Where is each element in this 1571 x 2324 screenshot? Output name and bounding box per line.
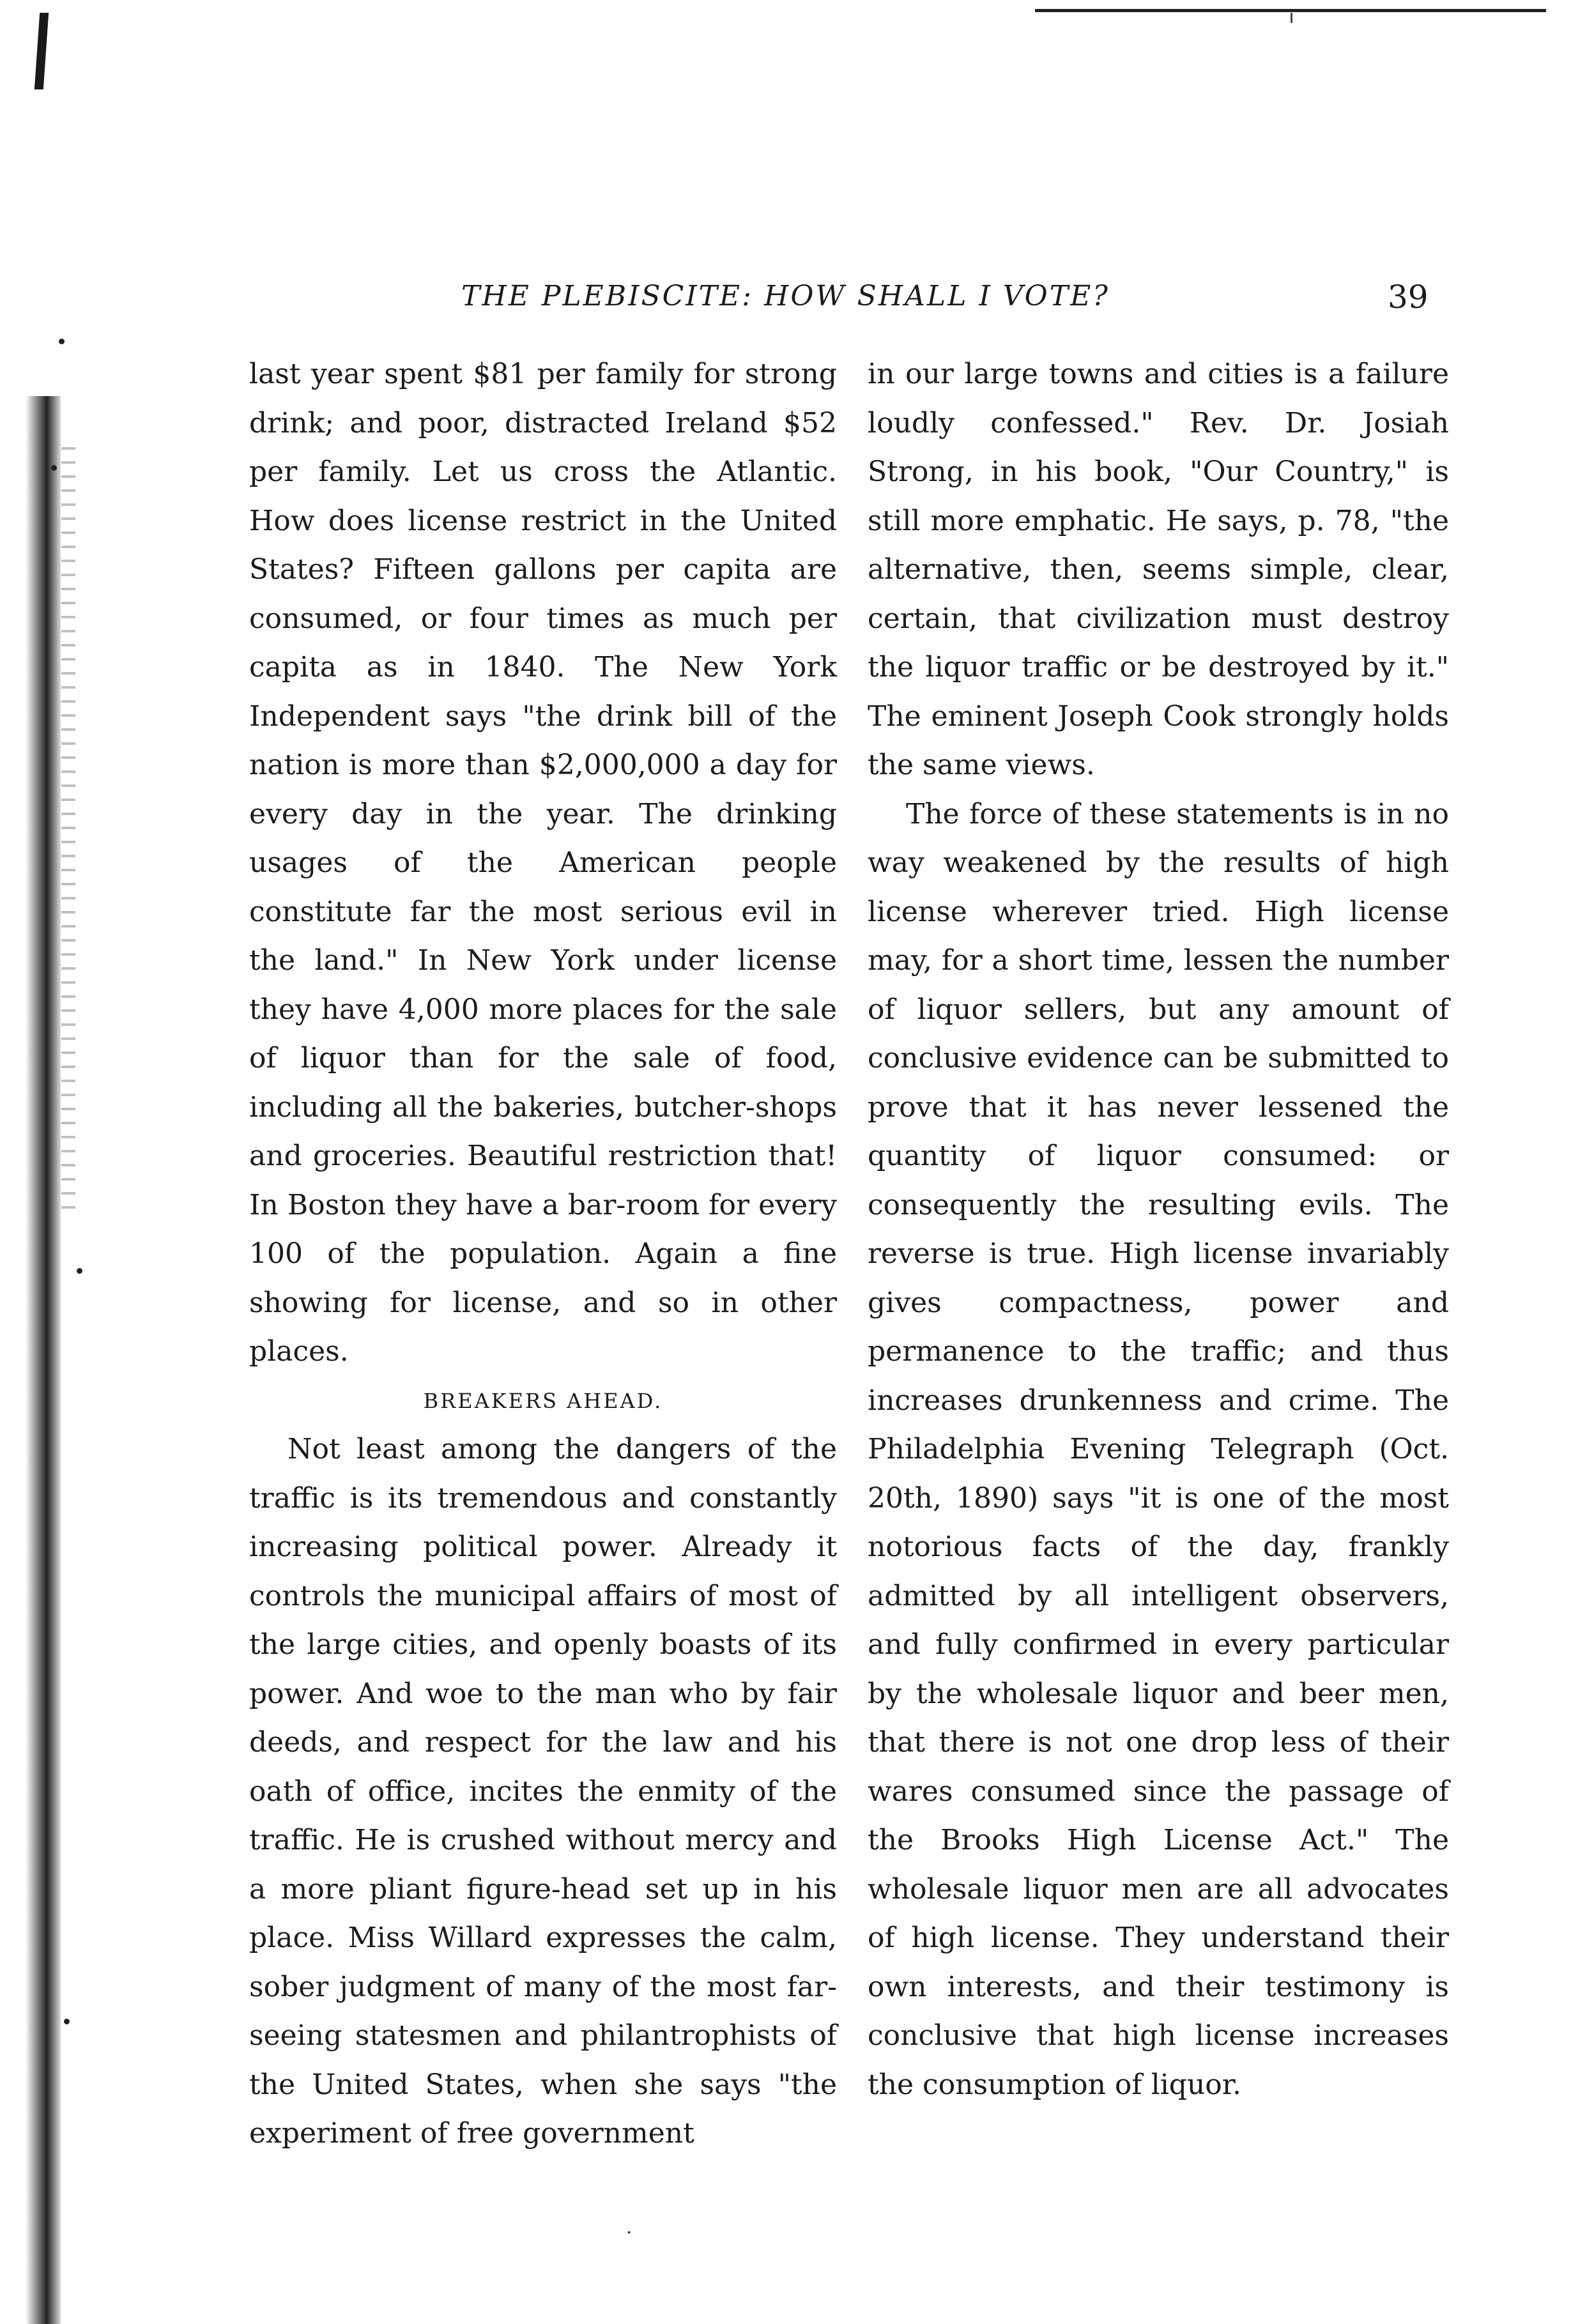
top-rule <box>1035 9 1546 12</box>
top-tick-mark <box>1291 13 1292 23</box>
scan-edge-mark <box>34 13 49 89</box>
binding-speckle <box>61 447 75 1214</box>
bottom-speck: · <box>626 2222 632 2244</box>
paragraph: last year spent $81 per family for strong drink; and poor, distracted Ireland $52 per family. Let us cross the Atlantic. How does license restrict in the United States? Fifteen gallons per capita are consumed, or four times as much per capita as in 1840. The New York Independent says "the drink bill of the nation is more than $2,000,000 a day for every day in the year. The drinking usages of the American people constitute far the most serious evil in the land." In New York under license they have 4,000 more places for the sale of liquor than for the sale of food, including all the bakeries, butcher-shops and groceries. Beautiful restriction that! In Boston they have a bar-room for every 100 of the population. Again a fine showing for license, and so in other places. <box>249 358 837 1368</box>
page-number: 39 <box>1388 279 1429 316</box>
section-heading: BREAKERS AHEAD. <box>423 1388 663 1413</box>
paragraph: Not least among the dangers of the traffic is its tremendous and constantly increasing political power. Already it controls the municipal affairs of most of the large cities, and openly boasts of its power. And woe to the man who by fair deeds, and respect for the law and his oath of office, incites the enmity of the traffic. He is crushed without mercy and a more pliant figure-head set up in his place. Miss Willard expresses the calm, sober judgment of many of the most far-seeing statesmen and philantrophists of the United States, when she says "the experiment of free government <box>249 1433 837 2150</box>
binding-edge-shadow <box>26 396 61 2324</box>
stray-dot <box>51 465 57 471</box>
stray-dot <box>77 1268 82 1274</box>
left-column <box>249 350 837 2159</box>
paragraph: in our large towns and cities is a failure loudly confessed." Rev. Dr. Josiah Strong, in his book, "Our Country," is still more emphatic. He says, p. 78, "the alternative, then, seems simple, clear, certain, that civilization must destroy the liquor traffic or be destroyed by it." The eminent Joseph Cook strongly holds the same views. <box>868 358 1449 781</box>
stray-dot <box>59 339 65 344</box>
paragraph: The force of these statements is in no way weakened by the results of high license wherever tried. High license may, for a short time, lessen the number of liquor sellers, but any amount of conclusive evidence can be submitted to prove that it has never lessened the quantity of liquor consumed: or consequently the resulting evils. The reverse is true. High license invariably gives compactness, power and permanence to the traffic; and thus increases drunkenness and crime. The Philadelphia Evening Telegraph (Oct. 20th, 1890) says "it is one of the most notorious facts of the day, frankly admitted by all intelligent observers, and fully confirmed in every particular by the wholesale liquor and beer men, that there is not one drop less of their wares consumed since the passage of the Brooks High License Act." The wholesale liquor men are all advocates of high license. They understand their own interests, and their testimony is conclusive that high license increases the consumption of liquor. <box>868 797 1449 2101</box>
stray-dot <box>64 2019 70 2024</box>
right-column <box>868 350 1449 2109</box>
running-head: THE PLEBISCITE: HOW SHALL I VOTE? <box>461 280 1110 312</box>
